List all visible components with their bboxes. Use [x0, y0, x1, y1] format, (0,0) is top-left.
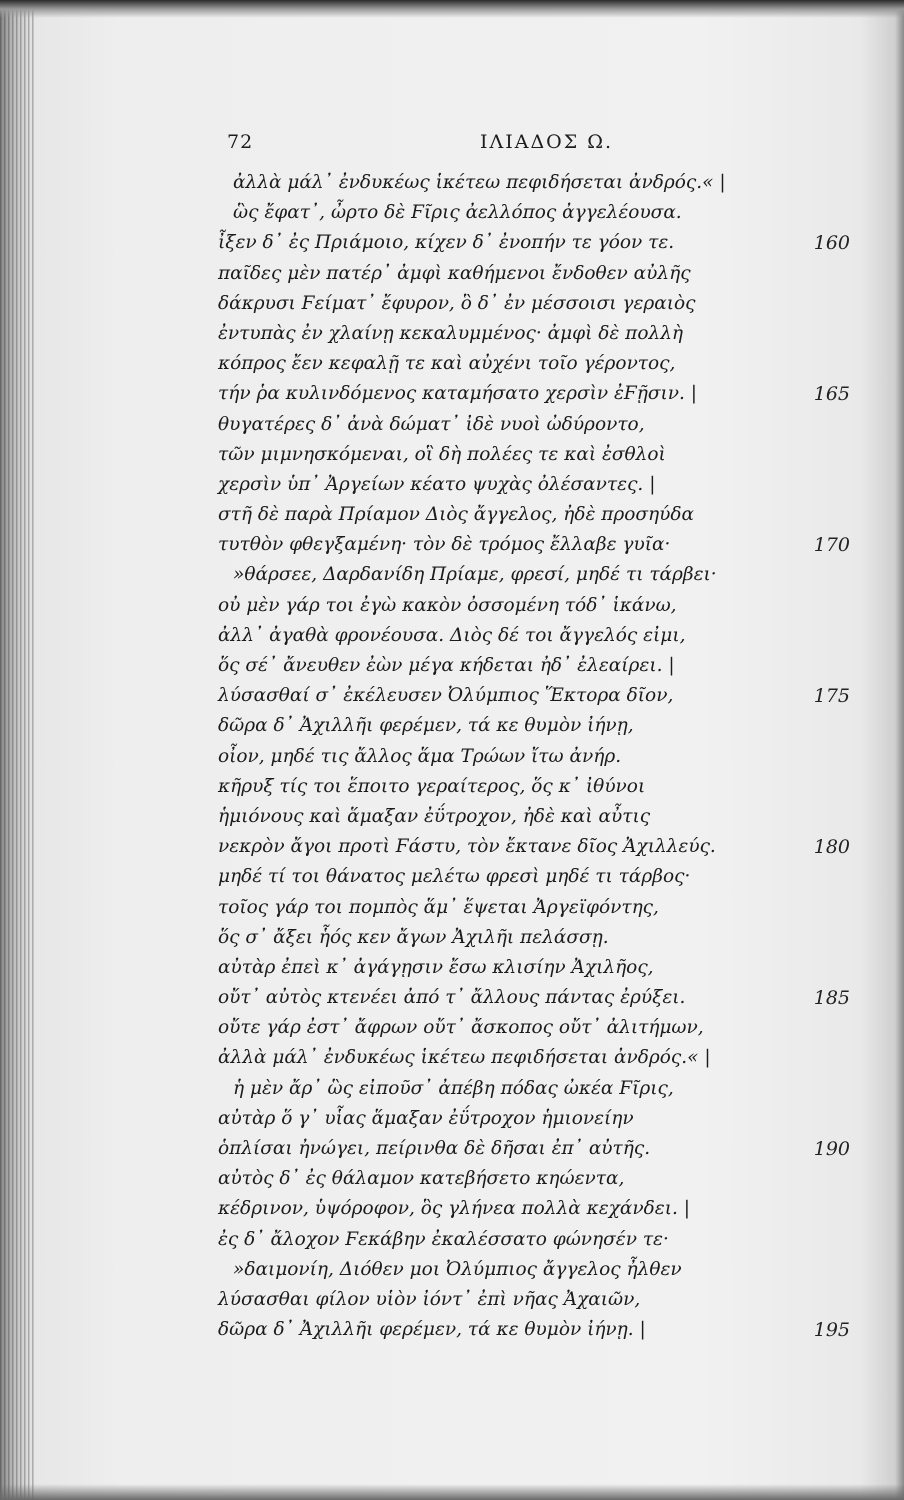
verse-text: ἐς δ᾽ ἄλοχον Ϝεκάβην ἐκαλέσσατο φώνησέν τε· — [218, 1228, 669, 1250]
verse-line — [0, 1315, 904, 1345]
top-scan-shadow — [0, 0, 904, 18]
verse-text: παῖδες μὲν πατέρ᾽ ἀμφὶ καθήμενοι ἔνδοθεν αὐλῆς — [218, 262, 691, 284]
verse-text: δάκρυσι Ϝείματ᾽ ἔφυρον, ὃ δ᾽ ἐν μέσσοισι γεραιὸς — [218, 292, 696, 314]
verse-line — [0, 228, 904, 258]
verse-line — [0, 1013, 904, 1043]
verse-line — [0, 289, 904, 319]
verse-line — [0, 1225, 904, 1255]
verse-line — [0, 983, 904, 1013]
verse-text: τυτθὸν φθεγξαμένη· τὸν δὲ τρόμος ἔλλαβε γυῖα· — [218, 534, 671, 556]
verse-line — [0, 560, 904, 590]
verse-line — [0, 1043, 904, 1073]
verse-line — [0, 410, 904, 440]
verse-text: κῆρυξ τίς τοι ἕποιτο γεραίτερος, ὅς κ᾽ ἰθύνοι — [218, 775, 646, 797]
verse-text: δῶρα δ᾽ Ἀχιλλῆι φερέμεν, τά κε θυμὸν ἰήνῃ, — [218, 715, 634, 737]
verse-text: λύσασθαί σ᾽ ἐκέλευσεν Ὀλύμπιος Ἕκτορα δῖον, — [218, 685, 674, 707]
verse-line — [0, 470, 904, 500]
verse-line — [0, 198, 904, 228]
verse-text: οὐ μὲν γάρ τοι ἐγὼ κακὸν ὀσσομένη τόδ᾽ ἱκάνω, — [218, 594, 677, 616]
line-number: 185 — [813, 987, 850, 1010]
verse-text: ὣς ἔφατ᾽, ὦρτο δὲ Ϝῖρις ἀελλόπος ἀγγελέουσα. — [233, 202, 682, 224]
verse-line — [0, 862, 904, 892]
verse-line — [0, 1104, 904, 1134]
book-title: ΙΛΙΑΔΟΣ Ω. — [480, 131, 614, 153]
verse-text: κόπρος ἔεν κεφαλῇ τε καὶ αὐχένι τοῖο γέροντος, — [218, 353, 676, 375]
verse-text: αὐτὸς δ᾽ ἐς θάλαμον κατεβήσετο κηώεντα, — [218, 1168, 625, 1190]
verse-line — [0, 1074, 904, 1104]
verse-text: χερσὶν ὑπ᾽ Ἀργείων κέατο ψυχὰς ὀλέσαντες. | — [218, 473, 656, 495]
verse-text: δῶρα δ᾽ Ἀχιλλῆι φερέμεν, τά κε θυμὸν ἰήνῃ. | — [218, 1319, 646, 1341]
verse-text: οὔτ᾽ αὐτὸς κτενέει ἀπό τ᾽ ἄλλους πάντας ἐρύξει. — [218, 987, 686, 1009]
verse-text: θυγατέρες δ᾽ ἀνὰ δώματ᾽ ἰδὲ νυοὶ ὠδύροντο, — [218, 413, 645, 435]
line-number: 180 — [813, 836, 850, 859]
verse-line — [0, 168, 904, 198]
verse-text: μηδέ τί τοι θάνατος μελέτω φρεσὶ μηδέ τι τάρβος· — [218, 866, 691, 888]
verse-text: νεκρὸν ἄγοι προτὶ Ϝάστυ, τὸν ἔκτανε δῖος Ἀχιλλεύς. — [218, 836, 716, 858]
verse-line — [0, 319, 904, 349]
verse-line — [0, 530, 904, 560]
verse-text: αὐτὰρ ὅ γ᾽ υἷας ἅμαξαν ἐΰτροχον ἡμιονείην — [218, 1107, 634, 1129]
verse-text: τῶν μιμνησκόμεναι, οἳ δὴ πολέες τε καὶ ἐσθλοὶ — [218, 443, 666, 465]
page-number: 72 — [227, 131, 254, 153]
verse-text: τοῖος γάρ τοι πομπὸς ἅμ᾽ ἕψεται Ἀργεϊφόντης, — [218, 896, 659, 918]
bottom-scan-shadow — [0, 1484, 904, 1500]
verse-line — [0, 1285, 904, 1315]
verse-line — [0, 802, 904, 832]
verse-line — [0, 772, 904, 802]
verse-text: ἀλλὰ μάλ᾽ ἐνδυκέως ἱκέτεω πεφιδήσεται ἀνδρός.« | — [233, 172, 726, 193]
verse-text: λύσασθαι φίλον υἱὸν ἰόντ᾽ ἐπὶ νῆας Ἀχαιῶν, — [218, 1288, 641, 1310]
verse-line — [0, 832, 904, 862]
verse-list — [0, 168, 904, 1345]
verse-line — [0, 1194, 904, 1224]
verse-text: ἡ μὲν ἄρ᾽ ὣς εἰποῦσ᾽ ἀπέβη πόδας ὠκέα Ϝῖρις, — [233, 1077, 674, 1099]
verse-text: οὔτε γάρ ἐστ᾽ ἄφρων οὔτ᾽ ἄσκοπος οὔτ᾽ ἀλιτήμων, — [218, 1017, 704, 1039]
verse-line — [0, 591, 904, 621]
verse-text: ἶξεν δ᾽ ἐς Πριάμοιο, κίχεν δ᾽ ἐνοπήν τε γόον τε. — [218, 232, 675, 254]
verse-text: οἶον, μηδέ τις ἄλλος ἅμα Τρώων ἴτω ἀνήρ. — [218, 745, 622, 767]
verse-line — [0, 742, 904, 772]
verse-line — [0, 500, 904, 530]
verse-line — [0, 953, 904, 983]
running-head — [0, 131, 904, 161]
verse-text: »θάρσεε, Δαρδανίδη Πρίαμε, φρεσί, μηδέ τι τάρβει· — [233, 564, 717, 586]
verse-line — [0, 621, 904, 651]
verse-text: ὁπλίσαι ἠνώγει, πείρινθα δὲ δῆσαι ἐπ᾽ αὐτῆς. — [218, 1138, 651, 1159]
verse-text: τήν ῥα κυλινδόμενος καταμήσατο χερσὶν ἐϜῇσιν. | — [218, 383, 697, 405]
verse-text: ὅς σ᾽ ἄξει ἧός κεν ἄγων Ἀχιλῆι πελάσσῃ. — [218, 926, 609, 948]
verse-text: »δαιμονίη, Διόθεν μοι Ὀλύμπιος ἄγγελος ἦλθεν — [233, 1258, 682, 1280]
verse-line — [0, 379, 904, 409]
verse-line — [0, 893, 904, 923]
verse-line — [0, 1134, 904, 1164]
line-number: 160 — [813, 232, 850, 255]
verse-line — [0, 681, 904, 711]
verse-line — [0, 259, 904, 289]
verse-text: ἀλλ᾽ ἀγαθὰ φρονέουσα. Διὸς δέ τοι ἄγγελός εἰμι, — [218, 624, 686, 646]
line-number: 195 — [813, 1319, 850, 1342]
verse-line — [0, 923, 904, 953]
verse-text: ἡμιόνους καὶ ἅμαξαν ἐΰτροχον, ἠδὲ καὶ αὖτις — [218, 805, 651, 827]
verse-line — [0, 1164, 904, 1194]
verse-line — [0, 711, 904, 741]
verse-text: κέδρινον, ὑψόροφον, ὃς γλήνεα πολλὰ κεχάνδει. | — [218, 1198, 690, 1220]
line-number: 190 — [813, 1138, 850, 1160]
verse-line — [0, 440, 904, 470]
verse-line — [0, 651, 904, 681]
verse-text: ὅς σέ᾽ ἄνευθεν ἐὼν μέγα κήδεται ἠδ᾽ ἐλεαίρει. | — [218, 655, 675, 676]
verse-text: ἀλλὰ μάλ᾽ ἐνδυκέως ἱκέτεω πεφιδήσεται ἀνδρός.« | — [218, 1047, 711, 1069]
verse-text: ἐντυπὰς ἐν χλαίνῃ κεκαλυμμένος· ἀμφὶ δὲ πολλὴ — [218, 322, 684, 344]
line-number: 165 — [813, 383, 850, 406]
verse-line — [0, 1255, 904, 1285]
verse-text: στῆ δὲ παρὰ Πρίαμον Διὸς ἄγγελος, ἠδὲ προσηύδα — [218, 504, 695, 526]
verse-text: αὐτὰρ ἐπεὶ κ᾽ ἀγάγῃσιν ἔσω κλισίην Ἀχιλῆος, — [218, 956, 654, 978]
verse-line — [0, 349, 904, 379]
line-number: 170 — [813, 534, 850, 557]
line-number: 175 — [813, 685, 850, 708]
